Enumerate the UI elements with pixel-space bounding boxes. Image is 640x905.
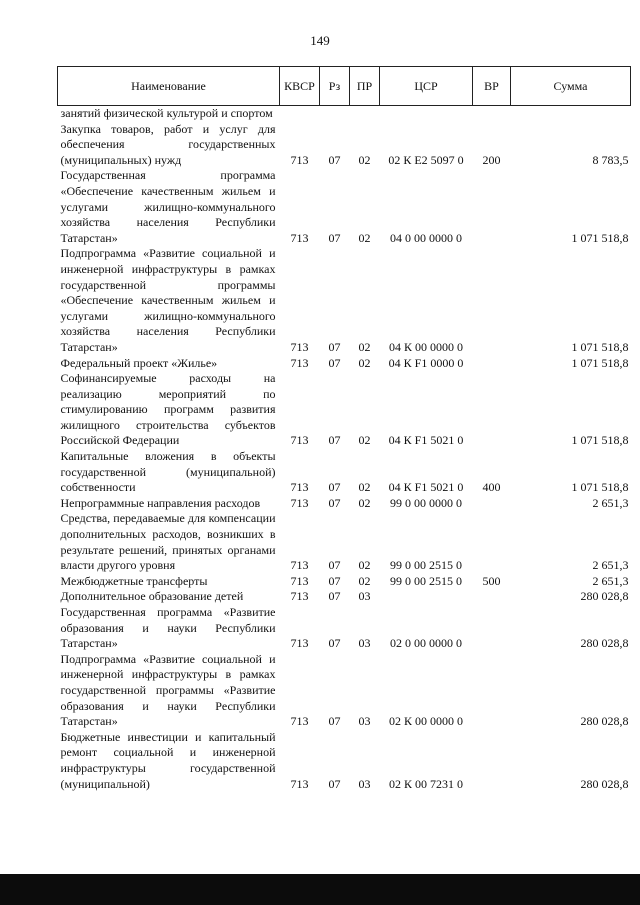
table-row: [58, 511, 631, 573]
cell-sum: 1 071 518,8: [571, 230, 629, 245]
cell-csr: 02 К 00 7231 0: [388, 776, 463, 791]
header-kvsr: КВСР: [280, 67, 320, 106]
cell-csr: 99 0 00 2515 0: [390, 573, 462, 588]
cell-sum: 1 071 518,8: [571, 433, 629, 448]
table-row: [58, 730, 631, 792]
cell-name: Подпрограмма «Развитие социальной и инженерной инфраструктуры в рамках государственной программы «Развитие образования и науки Республики Татарстан»: [60, 651, 276, 729]
cell-kvsr: 713: [290, 480, 309, 495]
cell-vr: 500: [482, 573, 501, 588]
cell-rz: 07: [328, 480, 341, 495]
cell-pr: 03: [358, 589, 371, 604]
cell-vr: [473, 589, 511, 605]
cell-kvsr: 713: [290, 495, 309, 510]
table-row: [58, 605, 631, 652]
cell-rz: 07: [328, 573, 341, 588]
cell-vr: [473, 246, 511, 355]
cell-csr: 02 0 00 0000 0: [390, 636, 462, 651]
cell-kvsr: 713: [290, 230, 309, 245]
cell-sum: [511, 106, 631, 122]
cell-kvsr: 713: [290, 589, 309, 604]
cell-vr: [473, 511, 511, 573]
cell-csr: [380, 589, 473, 605]
cell-vr: 200: [482, 152, 501, 167]
cell-rz: 07: [328, 558, 341, 573]
cell-rz: 07: [328, 230, 341, 245]
cell-pr: 03: [358, 776, 371, 791]
cell-vr: [473, 371, 511, 449]
cell-rz: [320, 106, 350, 122]
cell-kvsr: 713: [290, 776, 309, 791]
cell-sum: 280 028,8: [580, 714, 629, 729]
cell-rz: 07: [328, 433, 341, 448]
cell-rz: 07: [328, 152, 341, 167]
table-row: [58, 652, 631, 730]
table-body: [58, 106, 631, 793]
bottom-scan-border: [0, 874, 640, 905]
cell-pr: 02: [358, 573, 371, 588]
table-row: [58, 168, 631, 246]
cell-rz: 07: [328, 714, 341, 729]
cell-pr: 02: [358, 355, 371, 370]
cell-kvsr: 713: [290, 636, 309, 651]
cell-name: Подпрограмма «Развитие социальной и инженерной инфраструктуры в рамках государственной программы «Обеспечение качественным жильем и услугами жилищно-коммунального хозяйства населения Республики Татарстан»: [60, 246, 276, 354]
cell-pr: 02: [358, 495, 371, 510]
header-vr: ВР: [473, 67, 511, 106]
table-row: [58, 496, 631, 512]
cell-sum: 1 071 518,8: [571, 480, 629, 495]
page-number: 149: [310, 33, 330, 48]
cell-csr: 99 0 00 2515 0: [390, 558, 462, 573]
cell-name: Непрограммные направления расходов: [60, 495, 261, 510]
cell-csr: 04 0 00 0000 0: [390, 230, 462, 245]
table-row: [58, 106, 631, 122]
cell-sum: 1 071 518,8: [571, 355, 629, 370]
cell-rz: 07: [328, 495, 341, 510]
cell-rz: 07: [328, 636, 341, 651]
cell-vr: [473, 496, 511, 512]
cell-vr: [473, 652, 511, 730]
cell-csr: [380, 106, 473, 122]
cell-name: Бюджетные инвестиции и капитальный ремонт социальной и инженерной инфраструктуры государственной (муниципальной): [60, 729, 276, 791]
cell-sum: 8 783,5: [592, 152, 629, 167]
header-csr: ЦСР: [380, 67, 473, 106]
cell-name: Капитальные вложения в объекты государственной (муниципальной) собственности: [60, 449, 276, 495]
cell-csr: 04 К 00 0000 0: [388, 339, 463, 354]
cell-vr: [473, 356, 511, 372]
table-row: [58, 246, 631, 355]
cell-pr: 02: [358, 558, 371, 573]
cell-rz: 07: [328, 355, 341, 370]
header-sum: Сумма: [511, 67, 631, 106]
cell-kvsr: 713: [290, 558, 309, 573]
cell-name: занятий физической культурой и спортом: [60, 106, 273, 120]
cell-csr: 04 К F1 0000 0: [388, 355, 464, 370]
cell-csr: 02 К Е2 5097 0: [388, 152, 464, 167]
cell-pr: 03: [358, 636, 371, 651]
cell-sum: 2 651,3: [592, 558, 629, 573]
cell-rz: 07: [328, 589, 341, 604]
header-rz: Рз: [320, 67, 350, 106]
cell-sum: 280 028,8: [580, 589, 629, 604]
cell-name: Закупка товаров, работ и услуг для обеспечения государственных (муниципальных) нужд: [60, 121, 276, 167]
table-row: [58, 356, 631, 372]
cell-name: Федеральный проект «Жилье»: [60, 355, 218, 370]
cell-rz: 07: [328, 776, 341, 791]
cell-csr: 02 К 00 0000 0: [388, 714, 463, 729]
cell-vr: 400: [482, 480, 501, 495]
cell-sum: 2 651,3: [592, 573, 629, 588]
cell-name: Государственная программа «Обеспечение качественным жильем и услугами жилищно-коммунального хозяйства населения Республики Татарстан»: [60, 168, 276, 245]
cell-pr: 02: [358, 152, 371, 167]
cell-vr: [473, 605, 511, 652]
header-pr: ПР: [350, 67, 380, 106]
cell-name: Государственная программа «Развитие образования и науки Республики Татарстан»: [60, 605, 276, 651]
table-row: [58, 589, 631, 605]
cell-csr: 04 К F1 5021 0: [388, 480, 464, 495]
cell-kvsr: [280, 106, 320, 122]
budget-table: [57, 66, 631, 792]
cell-kvsr: 713: [290, 714, 309, 729]
table-row: [58, 449, 631, 496]
cell-pr: 02: [358, 433, 371, 448]
cell-pr: 02: [358, 230, 371, 245]
cell-kvsr: 713: [290, 433, 309, 448]
cell-kvsr: 713: [290, 152, 309, 167]
cell-csr: 99 0 00 0000 0: [390, 495, 462, 510]
cell-kvsr: 713: [290, 573, 309, 588]
cell-vr: [473, 730, 511, 792]
header-name: Наименование: [58, 67, 280, 106]
cell-name: Дополнительное образование детей: [60, 589, 244, 604]
cell-csr: 04 К F1 5021 0: [388, 433, 464, 448]
cell-name: Средства, передаваемые для компенсации дополнительных расходов, возникших в результате решений, принятых органами власти другого уровня: [60, 511, 276, 573]
table-row: [58, 574, 631, 590]
table-row: [58, 371, 631, 449]
cell-sum: 280 028,8: [580, 636, 629, 651]
cell-pr: 02: [358, 480, 371, 495]
cell-kvsr: 713: [290, 355, 309, 370]
cell-pr: 02: [358, 339, 371, 354]
table-header-row: [58, 67, 631, 106]
cell-vr: [473, 106, 511, 122]
table-row: [58, 122, 631, 169]
cell-rz: 07: [328, 339, 341, 354]
cell-name: Межбюджетные трансферты: [60, 573, 208, 588]
cell-vr: [473, 168, 511, 246]
cell-sum: 1 071 518,8: [571, 339, 629, 354]
cell-pr: 03: [358, 714, 371, 729]
cell-pr: [350, 106, 380, 122]
cell-kvsr: 713: [290, 339, 309, 354]
cell-name: Софинансируемые расходы на реализацию мероприятий по стимулированию программ развития жилищного строительства субъектов Российской Федерации: [60, 371, 276, 448]
cell-sum: 280 028,8: [580, 776, 629, 791]
cell-sum: 2 651,3: [592, 495, 629, 510]
